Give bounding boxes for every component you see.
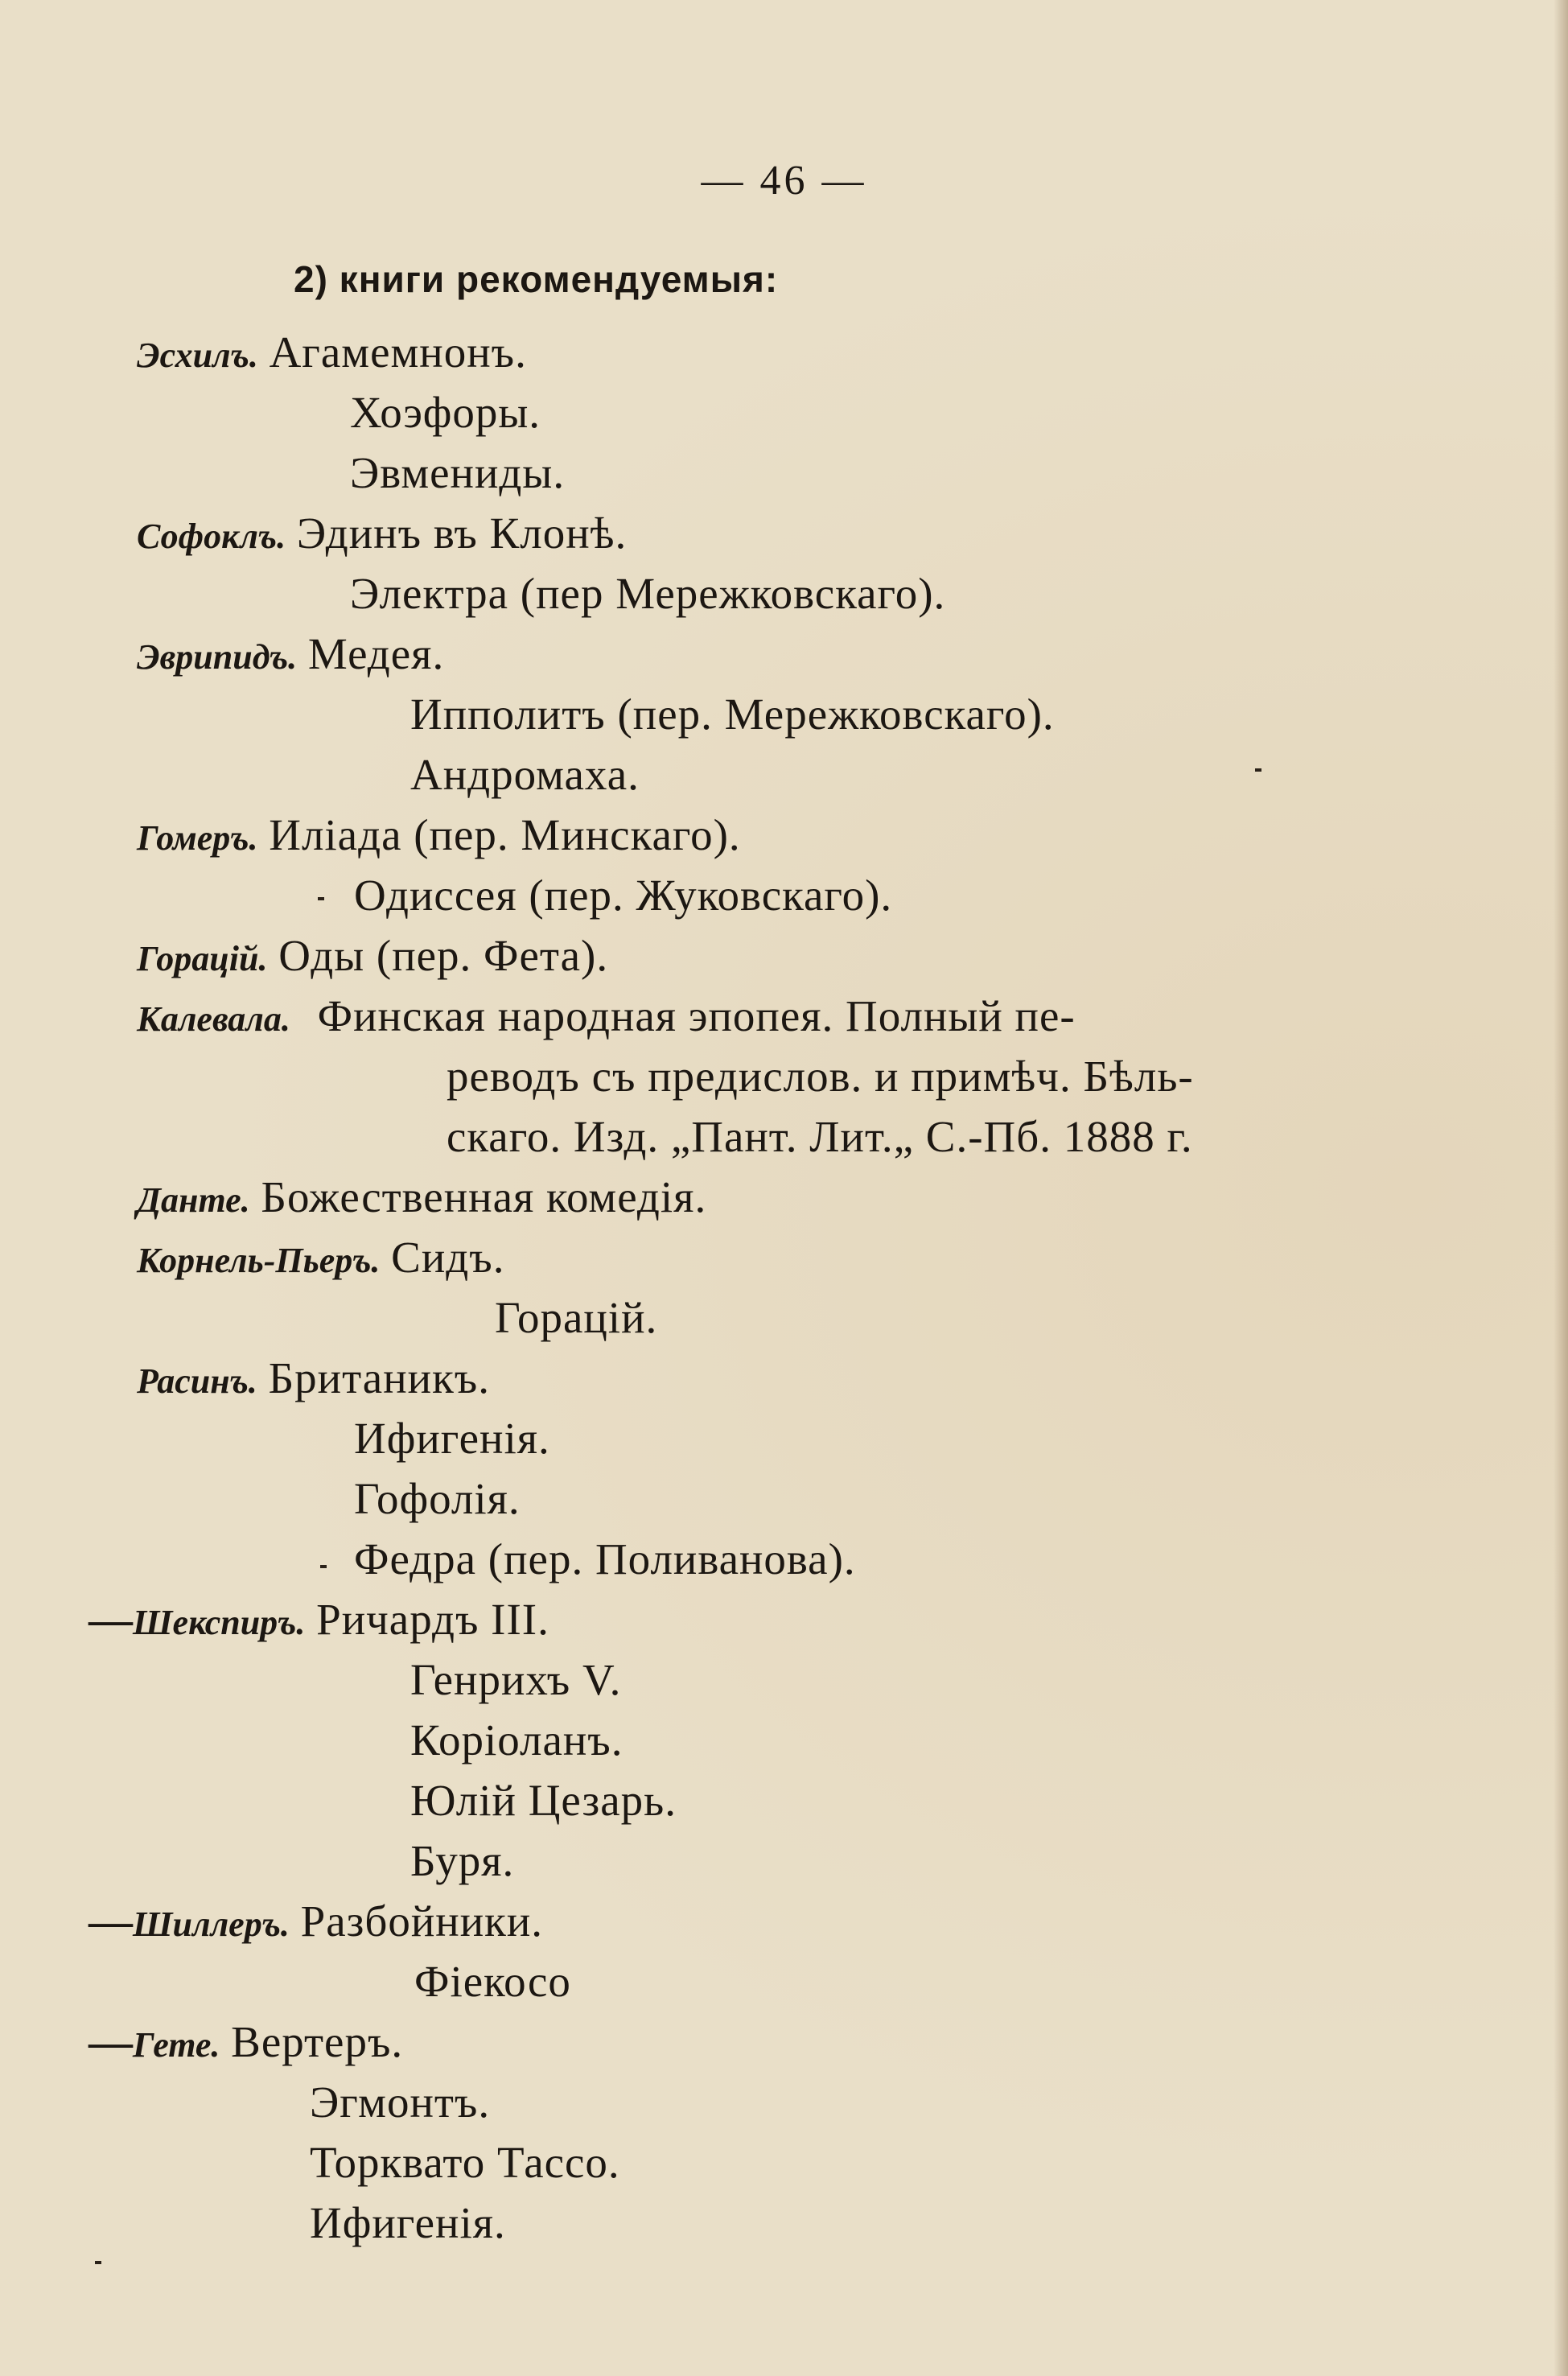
work-title: Агамемнонъ. — [269, 327, 527, 377]
author-name: Расинъ. — [137, 1361, 257, 1401]
work-title: Генрихъ V. — [410, 1655, 622, 1704]
work-title: реводъ съ предислов. и примѣч. Бѣль- — [447, 1052, 1194, 1101]
work-title: Буря. — [410, 1836, 515, 1885]
work-title: Андромаха. — [410, 750, 640, 799]
work-title: Гофолія. — [354, 1474, 521, 1523]
work-title: Юлій Цезарь. — [410, 1776, 677, 1825]
work-title: Ричардъ III. — [316, 1595, 549, 1644]
entry-line — [137, 509, 628, 558]
author-name: Корнель-Пьеръ. — [137, 1241, 381, 1280]
entry-line — [88, 1595, 549, 1644]
work-title: Ифигенія. — [310, 2198, 506, 2247]
print-speck — [1255, 768, 1261, 772]
entry-line — [88, 2017, 404, 2066]
margin-dash: — — [88, 1595, 133, 1644]
author-name: Эврипидъ. — [137, 637, 298, 677]
print-speck — [320, 1565, 327, 1568]
work-title: Электра (пер Мережковскаго). — [350, 569, 946, 618]
entry-line — [137, 810, 741, 859]
entry-line — [137, 1233, 505, 1282]
work-title: Эвмениды. — [350, 448, 566, 497]
work-title: Британикъ. — [268, 1353, 490, 1402]
work-title: Горацій. — [495, 1293, 658, 1342]
work-title: Федра (пер. Поливанова). — [354, 1534, 856, 1583]
margin-dash: — — [88, 2017, 133, 2066]
entry-line — [137, 991, 1076, 1040]
entry-line — [137, 1353, 490, 1402]
work-title: Разбойники. — [300, 1896, 544, 1946]
entry-line — [137, 933, 608, 978]
entry-line — [137, 327, 527, 377]
work-title: Вертеръ. — [231, 2017, 404, 2066]
author-name: Данте. — [137, 1180, 250, 1220]
work-title: Хоэфоры. — [350, 388, 541, 437]
author-name: Гомеръ. — [137, 818, 258, 858]
work-title: Божественная комедія. — [261, 1172, 707, 1221]
print-speck — [318, 897, 324, 900]
work-title: Иліада (пер. Минскаго). — [269, 810, 741, 859]
author-name: Шекспиръ. — [133, 1603, 306, 1642]
work-title: Эдинъ въ Клонѣ. — [296, 509, 628, 558]
author-name: Калевала. — [137, 999, 290, 1039]
work-title: Оды (пер. Фета). — [278, 931, 609, 980]
work-title: Сидъ. — [391, 1233, 505, 1282]
author-name: Шиллеръ. — [133, 1905, 290, 1944]
work-title: Финская народная эпопея. Полный пе- — [317, 991, 1076, 1040]
entry-line — [137, 1172, 707, 1221]
page-edge-shadow — [1554, 0, 1568, 2376]
work-title: Ифигенія. — [354, 1414, 550, 1463]
work-title: скаго. Изд. „Пант. Лит.„ С.-Пб. 1888 г. — [447, 1112, 1193, 1161]
section-heading: 2) книги рекомендуемыя: — [294, 258, 779, 300]
work-title: Ипполитъ (пер. Мережковскаго). — [410, 690, 1055, 739]
margin-dash: — — [88, 1896, 133, 1946]
author-name: Эсхилъ. — [137, 336, 258, 375]
print-speck — [95, 2261, 101, 2264]
work-title: Медея. — [307, 629, 445, 678]
author-name: Горацій. — [137, 939, 268, 978]
entry-line — [137, 629, 445, 678]
author-name: Софоклъ. — [137, 517, 286, 556]
work-title: Одиссея (пер. Жуковскаго). — [354, 871, 893, 920]
work-title: Фіекосо — [414, 1957, 571, 2006]
work-title: Эгмонтъ. — [310, 2077, 491, 2127]
page-number: — 46 — — [701, 158, 867, 204]
work-title: Коріоланъ. — [410, 1715, 623, 1764]
entry-line — [88, 1896, 544, 1946]
author-name: Гете. — [133, 2025, 220, 2065]
work-title: Торквато Тассо. — [310, 2138, 620, 2187]
